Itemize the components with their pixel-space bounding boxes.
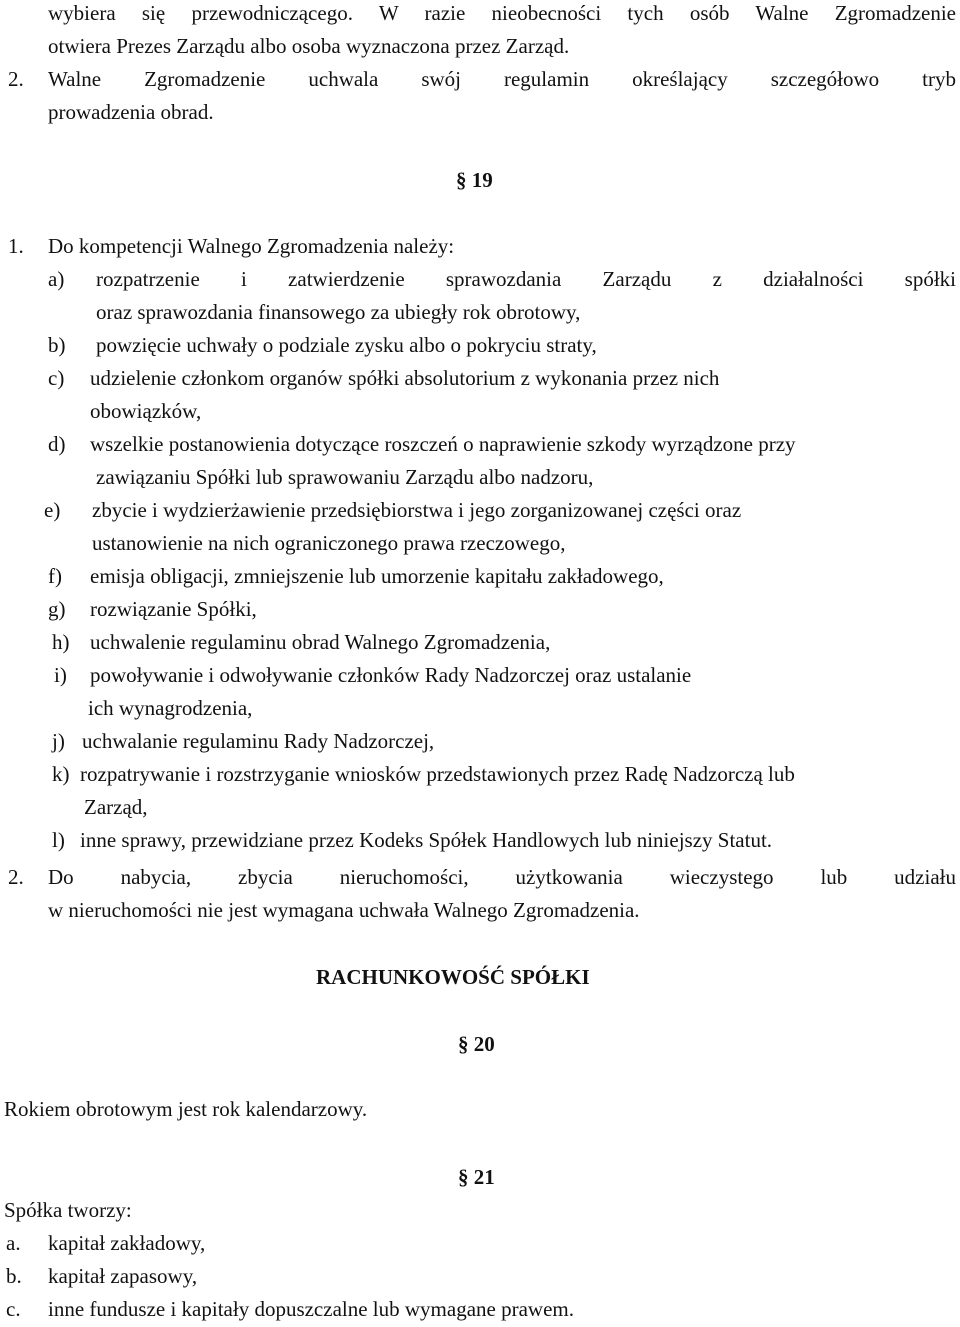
intro-line: otwiera Prezes Zarządu albo osoba wyznaczona przez Zarząd. <box>48 34 570 58</box>
list-marker: 2. <box>8 67 24 91</box>
list-item-line: kapitał zakładowy, <box>48 1231 206 1255</box>
intro-item-2-line: prowadzenia obrad. <box>48 100 214 124</box>
list-marker: 2. <box>8 865 24 889</box>
list-item-line: uchwalenie regulaminu obrad Walnego Zgromadzenia, <box>90 630 551 654</box>
list-marker: h) <box>52 630 70 654</box>
list-marker: c) <box>48 366 65 390</box>
list-marker: g) <box>48 597 66 621</box>
section-20-text: Rokiem obrotowym jest rok kalendarzowy. <box>4 1097 368 1121</box>
list-marker: f) <box>48 564 62 588</box>
list-item-line: oraz sprawozdania finansowego za ubiegły rok obrotowy, <box>96 300 581 324</box>
list-item-line: powzięcie uchwały o podziale zysku albo o pokryciu straty, <box>96 333 597 357</box>
list-item-line: rozpatrywanie i rozstrzyganie wniosków przedstawionych przez Radę Nadzorczą lub <box>80 762 795 786</box>
list-item-line: wszelkie postanowienia dotyczące roszczeń o naprawienie szkody wyrządzone przy <box>90 432 796 456</box>
list-item-line: emisja obligacji, zmniejszenie lub umorzenie kapitału zakładowego, <box>90 564 664 588</box>
list-marker: l) <box>52 828 65 852</box>
list-marker: a) <box>48 267 65 291</box>
list-item-line: inne sprawy, przewidziane przez Kodeks Spółek Handlowych lub niniejszy Statut. <box>80 828 773 852</box>
list-item-line: ustanowienie na nich ograniczonego prawa rzeczowego, <box>92 531 566 555</box>
list-marker: a. <box>6 1231 21 1255</box>
list-marker: d) <box>48 432 66 456</box>
list-marker: 1. <box>8 234 24 258</box>
section-heading: § 20 <box>458 1032 495 1056</box>
section-heading: § 19 <box>456 168 493 192</box>
section-19-item-1: Do kompetencji Walnego Zgromadzenia należy: <box>48 234 455 258</box>
section-19-item-2-line: Do nabycia, zbycia nieruchomości, użytkowania wieczystego lub udziału <box>48 865 956 889</box>
list-item-line: uchwalanie regulaminu Rady Nadzorczej, <box>82 729 435 753</box>
list-item-line: kapitał zapasowy, <box>48 1264 198 1288</box>
list-marker: c. <box>6 1297 21 1321</box>
intro-item-2-line: Walne Zgromadzenie uchwala swój regulamin określający szczegółowo tryb <box>48 67 956 91</box>
section-19-item-2-line: w nieruchomości nie jest wymagana uchwała Walnego Zgromadzenia. <box>48 898 640 922</box>
list-marker: i) <box>54 663 67 687</box>
list-item-line: udzielenie członkom organów spółki absolutorium z wykonania przez nich <box>90 366 720 390</box>
section-heading: § 21 <box>458 1165 495 1189</box>
section-21-lead: Spółka tworzy: <box>4 1198 132 1222</box>
list-item-line: Zarząd, <box>84 795 148 819</box>
list-marker: k) <box>52 762 70 786</box>
list-item-line: powoływanie i odwoływanie członków Rady Nadzorczej oraz ustalanie <box>90 663 692 687</box>
list-item-line: ich wynagrodzenia, <box>88 696 253 720</box>
list-item-line: inne fundusze i kapitały dopuszczalne lub wymagane prawem. <box>48 1297 574 1321</box>
list-item-line: zawiązaniu Spółki lub sprawowaniu Zarządu albo nadzoru, <box>96 465 594 489</box>
list-marker: e) <box>44 498 61 522</box>
chapter-heading: RACHUNKOWOŚĆ SPÓŁKI <box>316 965 590 989</box>
list-item-line: rozwiązanie Spółki, <box>90 597 257 621</box>
list-marker: b. <box>6 1264 22 1288</box>
intro-line: wybiera się przewodniczącego. W razie nieobecności tych osób Walne Zgromadzenie <box>48 1 956 25</box>
list-item-line: rozpatrzenie i zatwierdzenie sprawozdania Zarządu z działalności spółki <box>96 267 956 291</box>
list-item-line: zbycie i wydzierżawienie przedsiębiorstwa i jego zorganizowanej części oraz <box>92 498 742 522</box>
list-marker: b) <box>48 333 66 357</box>
list-item-line: obowiązków, <box>90 399 202 423</box>
list-marker: j) <box>52 729 65 753</box>
